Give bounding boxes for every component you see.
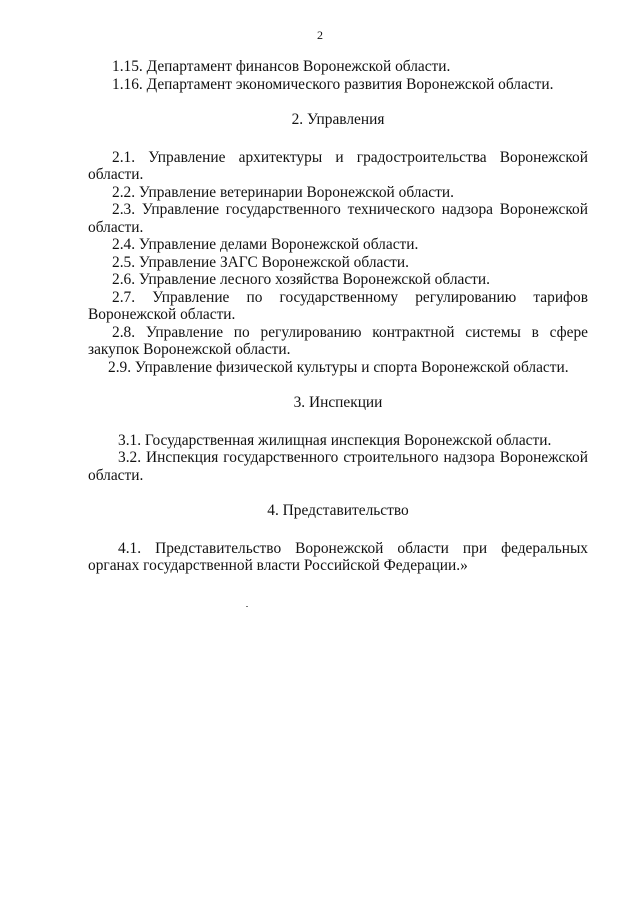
list-item: 3.2. Инспекция государственного строительного надзора Воронежской области.	[88, 449, 588, 484]
list-item: 2.4. Управление делами Воронежской области.	[112, 236, 419, 253]
list-item: 2.9. Управление физической культуры и спорта Воронежской области.	[108, 358, 569, 376]
list-item: 1.16. Департамент экономического развития Воронежской области.	[112, 75, 554, 93]
scan-speck	[246, 606, 248, 607]
list-item: 2.5. Управление ЗАГС Воронежской области.	[112, 253, 409, 271]
document-body	[88, 58, 588, 575]
list-item: 2.6. Управление лесного хозяйства Воронежской области.	[112, 271, 490, 288]
page-number: 2	[317, 28, 323, 42]
list-item: 3.1. Государственная жилищная инспекция Воронежской области.	[118, 431, 552, 449]
section-heading-upravleniya: 2. Управления	[291, 111, 385, 128]
list-item: 2.3. Управление государственного технического надзора Воронежской области.	[88, 201, 588, 236]
list-item: 2.8. Управление по регулированию контрактной системы в сфере закупок Воронежской области.	[88, 323, 588, 358]
list-item: 2.1. Управление архитектуры и градостроительства Воронежской области.	[88, 148, 588, 183]
section-heading-predstavitelstvo: 4. Представительство	[267, 502, 409, 519]
list-item: 2.2. Управление ветеринарии Воронежской области.	[112, 183, 454, 201]
list-item: 4.1. Представительство Воронежской области при федеральных органах государственной власти Российской Федерации.»	[88, 539, 588, 574]
list-item: 1.15. Департамент финансов Воронежской области.	[112, 58, 451, 75]
section-heading-inspektsii: 3. Инспекции	[293, 394, 383, 411]
list-item: 2.7. Управление по государственному регулированию тарифов Воронежской области.	[88, 288, 588, 323]
